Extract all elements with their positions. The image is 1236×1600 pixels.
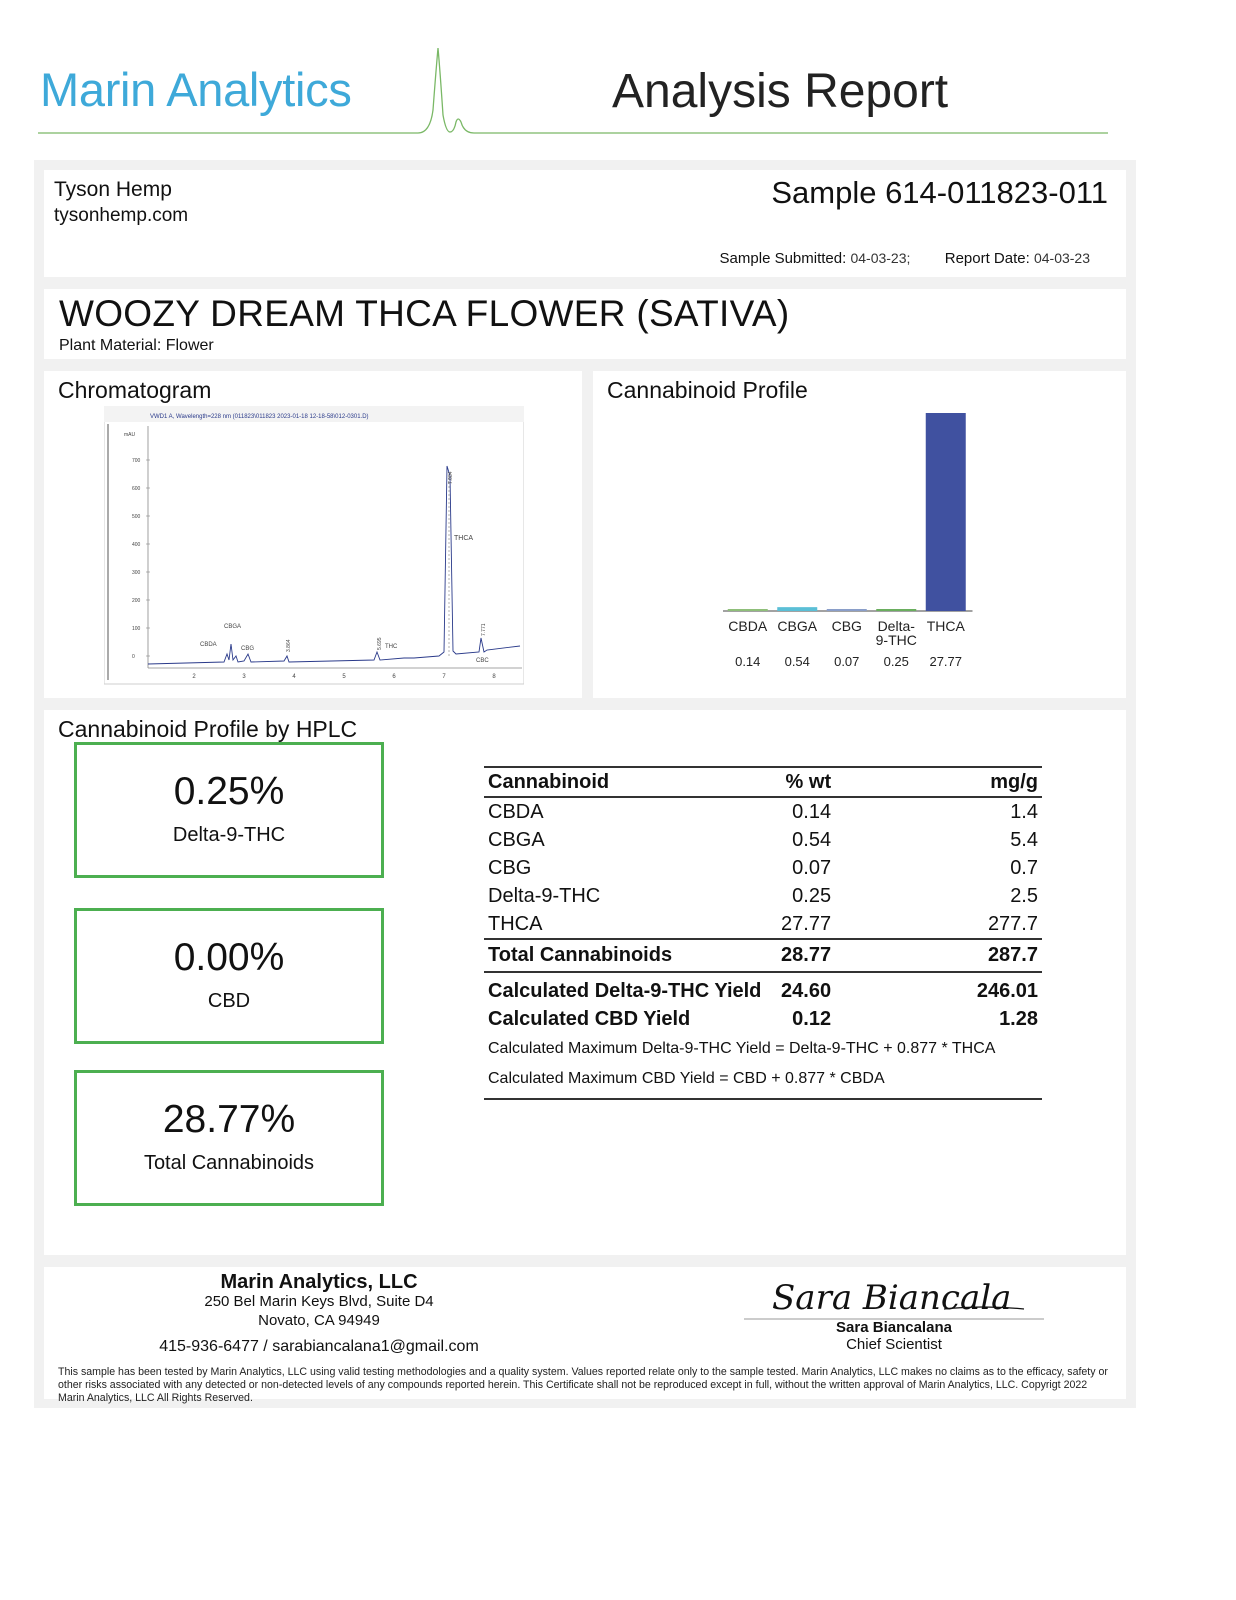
peak-label-thca: THCA: [454, 535, 474, 542]
cell-pct-wt: 0.14: [792, 800, 832, 823]
cell-cannabinoid: CBGA: [488, 828, 545, 851]
chromatogram-y-tick: 400: [132, 542, 141, 548]
chromatogram-y-tick: 600: [132, 486, 141, 492]
cell-mg-g: 2.5: [1010, 884, 1038, 907]
signer-info: [744, 1319, 1044, 1353]
chromatogram-x-tick: 6: [392, 674, 396, 680]
signature: [744, 1275, 1044, 1321]
summary-box-delta9: [74, 742, 384, 878]
total-row: [484, 939, 1042, 972]
summary-box-total: [74, 1070, 384, 1206]
yield-label: Calculated CBD Yield: [488, 1007, 691, 1030]
chromatogram-plot: [104, 406, 524, 686]
disclaimer-text: This sample has been tested by Marin Analytics, LLC using valid testing methodologies and a quality system. Values reported relate only to the sample tested. Marin Analytics, LLC makes no claims as to the efficacy, safety or other risks associated with any detected or non-detected levels of any compounds reported herein. This Certificate shall not be reproduced except in full, without the written approval of Marin Analytics, LLC. Copyrigt 2022 Marin Analytics, LLC All Rights Reserved.: [58, 1366, 1108, 1404]
cell-mg-g: 1.4: [1010, 800, 1038, 823]
chromatogram-y-tick: 0: [132, 654, 135, 660]
bar-cbga: [777, 607, 817, 611]
yield-pct-wt: 0.12: [792, 1007, 832, 1030]
chromatogram-y-tick: 700: [132, 458, 141, 464]
yield-mg-g: 246.01: [976, 979, 1038, 1002]
cell-mg-g: 5.4: [1010, 828, 1038, 851]
cell-pct-wt: 0.54: [792, 828, 832, 851]
signer-title: Chief Scientist: [846, 1336, 942, 1353]
chromatogram-x-tick: 4: [292, 674, 296, 680]
value-label: 0.07: [834, 654, 860, 669]
client-section: [44, 170, 1126, 277]
sample-id: Sample 614-011823-011: [771, 175, 1108, 210]
value-label: 27.77: [929, 654, 963, 669]
table-row: [484, 854, 1042, 882]
cell-mg-g: 277.7: [987, 912, 1038, 935]
formula-row: [484, 1063, 1042, 1099]
value-label: 0.25: [883, 654, 909, 669]
cell-pct-wt: 27.77: [781, 912, 832, 935]
chromatogram-y-tick: 200: [132, 598, 141, 604]
chromatogram-x-tick: 7: [442, 674, 446, 680]
column-header: Cannabinoid: [484, 767, 772, 797]
category-label: Delta-9-THC: [875, 618, 917, 648]
submitted-label: Sample Submitted:: [719, 250, 847, 267]
formula-text: Calculated Maximum Delta-9-THC Yield = Delta-9-THC + 0.877 * THCA: [488, 1040, 996, 1057]
total-pct-wt: 28.77: [772, 939, 971, 972]
total-label: Total Cannabinoids: [484, 939, 772, 972]
yield-row-cbd: [484, 1005, 1042, 1033]
table-header-row: [484, 767, 1042, 797]
value-label: 0.54: [784, 654, 810, 669]
company-name: Marin Analytics, LLC: [220, 1271, 418, 1293]
summary-value: 28.77%: [162, 1098, 296, 1141]
table-row: [484, 910, 1042, 939]
company-contact: 415-936-6477 / sarabiancalana1@gmail.com: [159, 1338, 479, 1355]
summary-box-cbd: [74, 908, 384, 1044]
chromatogram-y-tick: 500: [132, 514, 141, 520]
value-label: 0.14: [735, 654, 761, 669]
report-title: Analysis Report: [612, 65, 949, 118]
total-mg-g: 287.7: [971, 939, 1042, 972]
retention-label-thc: 5.695: [377, 637, 383, 650]
formula-row: [484, 1033, 1042, 1063]
results-table: [484, 766, 1042, 1100]
chromatogram-x-tick: 2: [192, 674, 196, 680]
category-label: CBDA: [728, 618, 768, 634]
product-name: WOOZY DREAM THCA FLOWER (SATIVA): [59, 293, 790, 334]
plant-material: Plant Material: Flower: [59, 337, 214, 354]
chromatogram-x-tick: 5: [342, 674, 346, 680]
chromatogram-header: VWD1 A, Wavelength=228 nm (011823\011823 2023-01-18 12-18-58\012-0301.D): [150, 414, 369, 420]
chromatogram-y-tick: 300: [132, 570, 141, 576]
chromatogram-x-tick: 3: [242, 674, 246, 680]
brand-logo-text: Marin Analytics: [40, 63, 352, 116]
yield-label: Calculated Delta-9-THC Yield: [488, 979, 762, 1002]
bar-cbda: [728, 609, 768, 611]
cell-pct-wt: 0.25: [792, 884, 832, 907]
submitted-value: 04-03-23;: [850, 250, 911, 266]
company-info: [154, 1273, 484, 1356]
bar-thca: [926, 413, 966, 611]
client-website: tysonhemp.com: [54, 205, 189, 226]
category-label: CBGA: [777, 618, 818, 634]
category-label: THCA: [926, 618, 965, 634]
bar-delta-9-thc: [876, 609, 916, 611]
peak-label-cbg: CBG: [241, 646, 255, 652]
yield-row-delta9: [484, 972, 1042, 1005]
report-date-value: 04-03-23: [1033, 250, 1090, 266]
category-label: CBG: [831, 618, 862, 634]
profile-chart-title: Cannabinoid Profile: [607, 377, 808, 403]
summary-label: CBD: [207, 990, 251, 1012]
table-row: [484, 826, 1042, 854]
peak-label-thc: THC: [385, 644, 398, 650]
cannabinoid-profile-chart: [593, 371, 1126, 698]
peak-label-cbc: CBC: [476, 658, 489, 664]
yield-pct-wt: 24.60: [781, 979, 832, 1002]
chromatogram-y-unit: mAU: [124, 432, 136, 438]
chromatogram-x-tick: 8: [492, 674, 496, 680]
footer-section: [44, 1267, 1126, 1404]
cannabinoid-profile-section: [593, 371, 1126, 698]
client-name: Tyson Hemp: [54, 178, 172, 201]
table-row: [484, 797, 1042, 826]
chromatogram-y-tick: 100: [132, 626, 141, 632]
formula-text: Calculated Maximum CBD Yield = CBD + 0.877 * CBDA: [484, 1063, 1042, 1099]
cell-cannabinoid: Delta-9-THC: [488, 884, 601, 907]
peak-label-cbda: CBDA: [200, 642, 217, 648]
summary-value: 0.25%: [173, 770, 285, 813]
signature-text: Sara Biancala: [772, 1278, 1012, 1318]
product-section: [44, 289, 1126, 359]
hplc-section: [44, 710, 1126, 1255]
table-row: [484, 882, 1042, 910]
retention-label-cbg: 3.864: [286, 639, 292, 652]
company-address-line1: 250 Bel Marin Keys Blvd, Suite D4: [204, 1293, 434, 1310]
cell-cannabinoid: THCA: [488, 912, 543, 935]
summary-label: Total Cannabinoids: [143, 1152, 315, 1174]
company-address-line2: Novato, CA 94949: [258, 1312, 380, 1329]
cell-pct-wt: 0.07: [792, 856, 832, 879]
hplc-title: Cannabinoid Profile by HPLC: [58, 716, 358, 742]
chromatogram-section: [44, 371, 582, 698]
cell-cannabinoid: CBG: [488, 856, 532, 879]
retention-label-cbc: 7.771: [481, 623, 487, 636]
report-dates: [720, 250, 1090, 267]
cell-mg-g: 0.7: [1010, 856, 1038, 879]
retention-label-thca: 7.084: [448, 471, 454, 484]
bar-cbg: [827, 609, 867, 611]
column-header: mg/g: [971, 767, 1042, 797]
signer-name: Sara Biancalana: [836, 1319, 952, 1336]
peak-label-cbga: CBGA: [224, 624, 242, 630]
summary-value: 0.00%: [173, 936, 285, 979]
yield-mg-g: 1.28: [999, 1007, 1038, 1030]
cell-cannabinoid: CBDA: [488, 800, 544, 823]
column-header: % wt: [772, 767, 971, 797]
summary-label: Delta-9-THC: [172, 824, 286, 846]
chromatogram-title: Chromatogram: [58, 377, 212, 403]
report-date-label: Report Date:: [944, 250, 1030, 267]
